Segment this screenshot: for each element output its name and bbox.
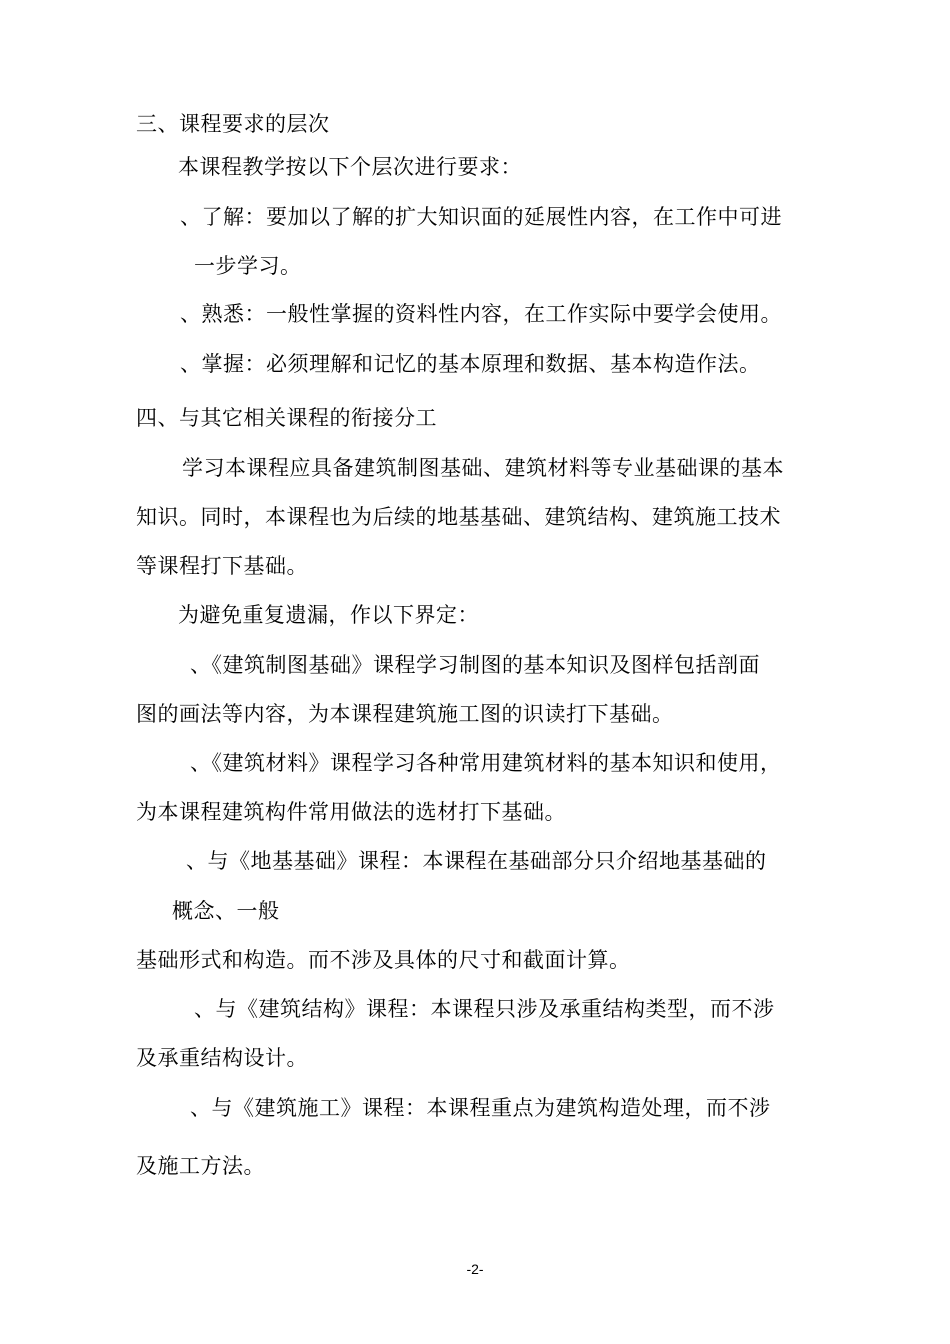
section-3-heading: 三、课程要求的层次 bbox=[136, 112, 330, 136]
section-3-item-1-line-2: 一步学习。 bbox=[194, 254, 302, 278]
section-4-para-1-line-1: 学习本课程应具备建筑制图基础、建筑材料等专业基础课的基本 bbox=[182, 456, 784, 480]
page-number: -2- bbox=[466, 1261, 484, 1277]
section-4-item-4-line-1: 、与《建筑结构》课程：本课程只涉及承重结构类型，而不涉 bbox=[194, 997, 775, 1021]
section-4-para-1-line-2: 知识。同时，本课程也为后续的地基基础、建筑结构、建筑施工技术 bbox=[136, 505, 781, 529]
section-4-item-1-line-1: 、《建筑制图基础》课程学习制图的基本知识及图样包括剖面 bbox=[190, 653, 760, 677]
section-3-item-3: 、掌握：必须理解和记忆的基本原理和数据、基本构造作法。 bbox=[180, 352, 761, 376]
section-4-item-5-line-1: 、与《建筑施工》课程：本课程重点为建筑构造处理，而不涉 bbox=[190, 1096, 771, 1120]
section-4-item-2-line-1: 、《建筑材料》课程学习各种常用建筑材料的基本知识和使用， bbox=[190, 751, 782, 775]
section-4-item-3-line-1: 、与《地基基础》课程：本课程在基础部分只介绍地基基础的 bbox=[186, 849, 767, 873]
section-4-heading: 四、与其它相关课程的衔接分工 bbox=[136, 406, 437, 430]
section-4-item-4-line-2: 及承重结构设计。 bbox=[136, 1046, 308, 1070]
section-4-para-2: 为避免重复遗漏，作以下界定： bbox=[178, 603, 479, 627]
section-4-item-2-line-2: 为本课程建筑构件常用做法的选材打下基础。 bbox=[136, 800, 566, 824]
section-3-item-2: 、熟悉：一般性掌握的资料性内容，在工作实际中要学会使用。 bbox=[180, 302, 782, 326]
section-3-intro: 本课程教学按以下个层次进行要求： bbox=[178, 155, 522, 179]
section-4-item-3-line-3: 基础形式和构造。而不涉及具体的尺寸和截面计算。 bbox=[136, 948, 631, 972]
section-4-para-1-line-3: 等课程打下基础。 bbox=[136, 554, 308, 578]
section-4-item-1-line-2: 图的画法等内容，为本课程建筑施工图的识读打下基础。 bbox=[136, 702, 674, 726]
section-4-item-3-line-2: 概念、一般 bbox=[172, 899, 280, 923]
section-4-item-5-line-2: 及施工方法。 bbox=[136, 1154, 265, 1178]
section-3-item-1-line-1: 、了解：要加以了解的扩大知识面的延展性内容，在工作中可进 bbox=[180, 205, 782, 229]
